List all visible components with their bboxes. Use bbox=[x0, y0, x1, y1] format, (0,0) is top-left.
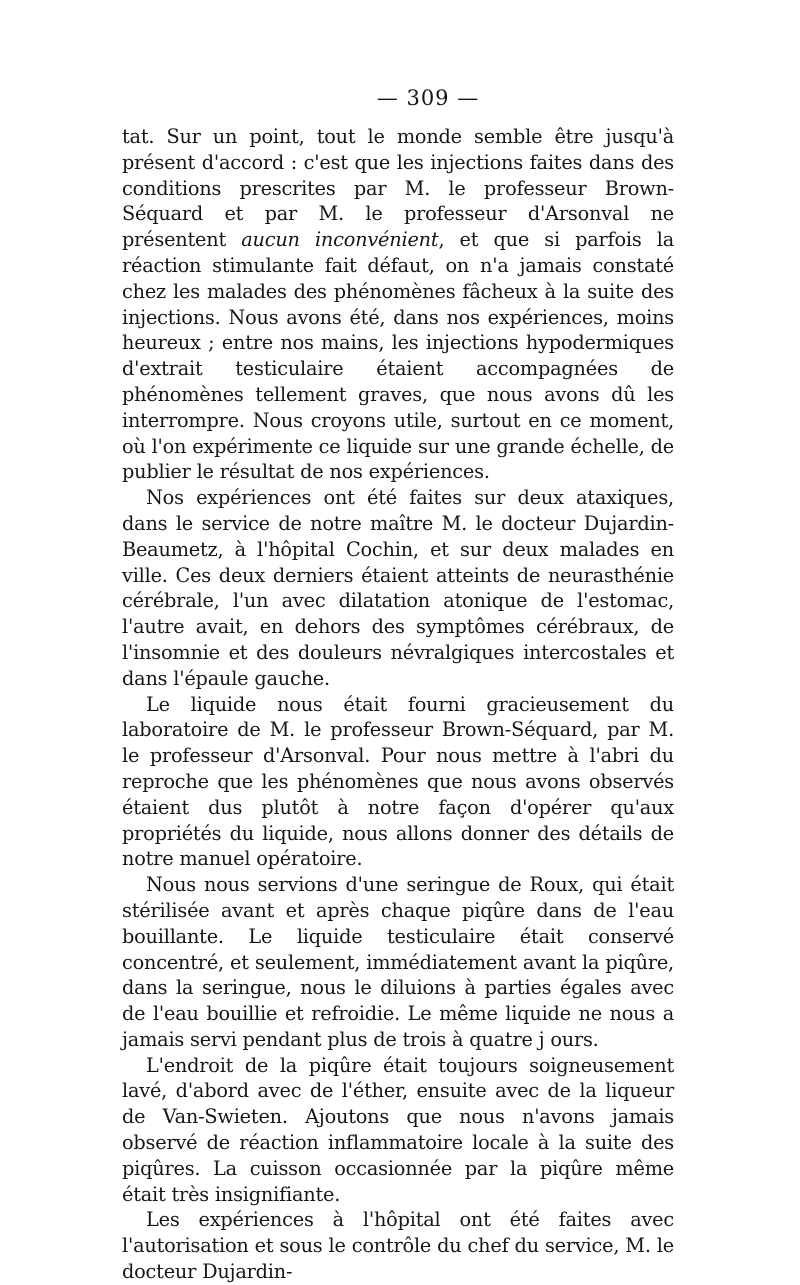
emphasis-text: aucun inconvénient bbox=[241, 228, 439, 252]
paragraph-text: tat. Sur un point, tout le monde semble être jusqu'à présent d'accord : c'est que les injections faites dans des conditions prescrites par M. le professeur Brown-Séquard et par M. le professeur d'Arsonval ne présentent bbox=[122, 125, 674, 252]
page-number: — 309 — bbox=[376, 86, 480, 110]
paragraph-continuation bbox=[122, 124, 674, 485]
paragraph-text: , et que si parfois la réaction stimulante fait défaut, on n'a jamais constaté chez les malades des phénomènes fâcheux à la suite des injections. Nous avons été, dans nos expériences, moins heureux ; entre nos mains, les injections hypodermiques d'extrait testiculaire étaient accompagnées de phénomènes tellement graves, que nous avons dû les interrompre. Nous croyons utile, surtout en ce moment, où l'on expérimente ce liquide sur une grande échelle, de publier le résultat de nos expériences. bbox=[122, 228, 675, 484]
paragraph: Nous nous servions d'une seringue de Roux, qui était stérilisée avant et après chaque piqûre dans de l'eau bouillante. Le liquide testiculaire était conservé concentré, et seulement, immédiatement avant la piqûre, dans la seringue, nous le diluions à parties égales avec de l'eau bouillie et refroidie. Le même liquide ne nous a jamais servi pendant plus de trois à quatre j ours. bbox=[122, 873, 674, 1051]
paragraph: Les expériences à l'hôpital ont été faites avec l'autorisation et sous le contrôle du chef du service, M. le docteur Dujardin- bbox=[122, 1208, 674, 1284]
paragraph: L'endroit de la piqûre était toujours soigneusement lavé, d'abord avec de l'éther, ensuite avec de la liqueur de Van-Swieten. Ajoutons que nous n'avons jamais observé de réaction inflammatoire locale à la suite des piqûres. La cuisson occasionnée par la piqûre même était très insignifiante. bbox=[122, 1053, 674, 1206]
body-text bbox=[122, 124, 674, 1285]
paragraph: Le liquide nous était fourni gracieusement du laboratoire de M. le professeur Brown-Séquard, par M. le professeur d'Arsonval. Pour nous mettre à l'abri du reproche que les phénomènes que nous avons observés étaient dus plutôt à notre façon d'opérer qu'aux propriétés du liquide, nous allons donner des détails de notre manuel opératoire. bbox=[122, 692, 674, 871]
paragraph: Nos expériences ont été faites sur deux ataxiques, dans le service de notre maître M. le docteur Dujardin-Beaumetz, à l'hôpital Cochin, et sur deux malades en ville. Ces deux derniers étaient atteints de neurasthénie cérébrale, l'un avec dilatation atonique de l'estomac, l'autre avait, en dehors des symptômes cérébraux, de l'insomnie et des douleurs névralgiques intercostales et dans l'épaule gauche. bbox=[122, 486, 674, 690]
